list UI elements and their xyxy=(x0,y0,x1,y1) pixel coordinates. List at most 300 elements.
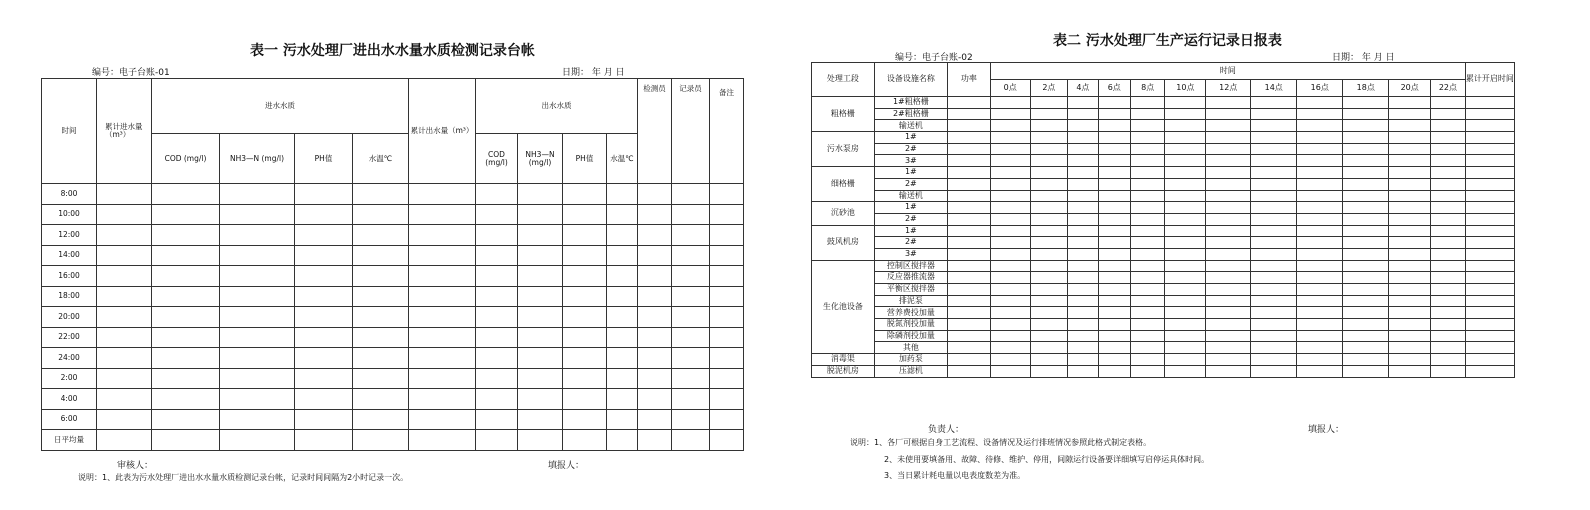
data-cell[interactable] xyxy=(1130,120,1165,132)
data-cell[interactable] xyxy=(1206,167,1251,179)
data-cell[interactable] xyxy=(1389,319,1431,331)
data-cell[interactable] xyxy=(1297,167,1343,179)
data-cell[interactable] xyxy=(1130,190,1165,202)
data-cell[interactable] xyxy=(152,245,220,266)
data-cell[interactable] xyxy=(947,97,990,109)
data-cell[interactable] xyxy=(710,204,744,225)
data-cell[interactable] xyxy=(563,286,607,307)
data-cell[interactable] xyxy=(97,225,152,246)
data-cell[interactable] xyxy=(1465,167,1514,179)
data-cell[interactable] xyxy=(1068,167,1098,179)
data-cell[interactable] xyxy=(1343,108,1389,120)
data-cell[interactable] xyxy=(947,284,990,296)
data-cell[interactable] xyxy=(1206,155,1251,167)
data-cell[interactable] xyxy=(1389,97,1431,109)
data-cell[interactable] xyxy=(1343,342,1389,354)
data-cell[interactable] xyxy=(1297,213,1343,225)
data-cell[interactable] xyxy=(1206,354,1251,366)
data-cell[interactable] xyxy=(295,245,353,266)
data-cell[interactable] xyxy=(1165,132,1206,144)
data-cell[interactable] xyxy=(97,184,152,205)
data-cell[interactable] xyxy=(1068,319,1098,331)
data-cell[interactable] xyxy=(672,430,710,451)
data-cell[interactable] xyxy=(295,348,353,369)
data-cell[interactable] xyxy=(1030,237,1068,249)
data-cell[interactable] xyxy=(1465,190,1514,202)
data-cell[interactable] xyxy=(1297,248,1343,260)
data-cell[interactable] xyxy=(1206,225,1251,237)
data-cell[interactable] xyxy=(409,348,476,369)
data-cell[interactable] xyxy=(1343,143,1389,155)
data-cell[interactable] xyxy=(1098,108,1130,120)
data-cell[interactable] xyxy=(97,389,152,410)
data-cell[interactable] xyxy=(638,286,672,307)
data-cell[interactable] xyxy=(1389,132,1431,144)
data-cell[interactable] xyxy=(607,368,638,389)
data-cell[interactable] xyxy=(1206,260,1251,272)
data-cell[interactable] xyxy=(1297,132,1343,144)
data-cell[interactable] xyxy=(1465,213,1514,225)
data-cell[interactable] xyxy=(1030,213,1068,225)
data-cell[interactable] xyxy=(97,266,152,287)
data-cell[interactable] xyxy=(152,348,220,369)
data-cell[interactable] xyxy=(476,307,518,328)
data-cell[interactable] xyxy=(1068,307,1098,319)
data-cell[interactable] xyxy=(97,409,152,430)
data-cell[interactable] xyxy=(1098,330,1130,342)
data-cell[interactable] xyxy=(409,368,476,389)
data-cell[interactable] xyxy=(1465,284,1514,296)
data-cell[interactable] xyxy=(1030,178,1068,190)
data-cell[interactable] xyxy=(1130,365,1165,377)
data-cell[interactable] xyxy=(1431,97,1466,109)
data-cell[interactable] xyxy=(1068,284,1098,296)
data-cell[interactable] xyxy=(476,368,518,389)
data-cell[interactable] xyxy=(1165,167,1206,179)
data-cell[interactable] xyxy=(409,266,476,287)
data-cell[interactable] xyxy=(1251,167,1297,179)
data-cell[interactable] xyxy=(990,307,1030,319)
data-cell[interactable] xyxy=(672,245,710,266)
data-cell[interactable] xyxy=(638,327,672,348)
data-cell[interactable] xyxy=(1030,108,1068,120)
data-cell[interactable] xyxy=(1030,248,1068,260)
data-cell[interactable] xyxy=(1098,143,1130,155)
data-cell[interactable] xyxy=(1343,295,1389,307)
data-cell[interactable] xyxy=(353,204,409,225)
data-cell[interactable] xyxy=(1251,132,1297,144)
data-cell[interactable] xyxy=(152,368,220,389)
data-cell[interactable] xyxy=(710,327,744,348)
data-cell[interactable] xyxy=(1165,213,1206,225)
data-cell[interactable] xyxy=(1343,272,1389,284)
data-cell[interactable] xyxy=(1068,342,1098,354)
data-cell[interactable] xyxy=(1431,260,1466,272)
data-cell[interactable] xyxy=(1389,330,1431,342)
data-cell[interactable] xyxy=(295,286,353,307)
data-cell[interactable] xyxy=(1130,295,1165,307)
data-cell[interactable] xyxy=(1098,178,1130,190)
data-cell[interactable] xyxy=(672,286,710,307)
data-cell[interactable] xyxy=(152,286,220,307)
data-cell[interactable] xyxy=(638,430,672,451)
data-cell[interactable] xyxy=(1297,272,1343,284)
data-cell[interactable] xyxy=(1465,260,1514,272)
data-cell[interactable] xyxy=(947,143,990,155)
data-cell[interactable] xyxy=(1130,143,1165,155)
data-cell[interactable] xyxy=(947,248,990,260)
data-cell[interactable] xyxy=(563,389,607,410)
data-cell[interactable] xyxy=(1130,319,1165,331)
data-cell[interactable] xyxy=(1297,190,1343,202)
data-cell[interactable] xyxy=(1068,132,1098,144)
data-cell[interactable] xyxy=(1431,342,1466,354)
data-cell[interactable] xyxy=(638,184,672,205)
data-cell[interactable] xyxy=(353,368,409,389)
data-cell[interactable] xyxy=(638,389,672,410)
data-cell[interactable] xyxy=(1297,143,1343,155)
data-cell[interactable] xyxy=(518,184,563,205)
data-cell[interactable] xyxy=(1431,143,1466,155)
data-cell[interactable] xyxy=(1165,97,1206,109)
data-cell[interactable] xyxy=(353,327,409,348)
data-cell[interactable] xyxy=(518,225,563,246)
data-cell[interactable] xyxy=(638,348,672,369)
data-cell[interactable] xyxy=(1030,120,1068,132)
data-cell[interactable] xyxy=(1165,354,1206,366)
data-cell[interactable] xyxy=(1098,248,1130,260)
data-cell[interactable] xyxy=(1431,108,1466,120)
data-cell[interactable] xyxy=(947,272,990,284)
data-cell[interactable] xyxy=(1465,319,1514,331)
data-cell[interactable] xyxy=(295,389,353,410)
data-cell[interactable] xyxy=(672,307,710,328)
data-cell[interactable] xyxy=(1098,190,1130,202)
data-cell[interactable] xyxy=(638,225,672,246)
data-cell[interactable] xyxy=(1465,237,1514,249)
data-cell[interactable] xyxy=(409,204,476,225)
data-cell[interactable] xyxy=(1465,225,1514,237)
data-cell[interactable] xyxy=(1465,178,1514,190)
data-cell[interactable] xyxy=(1389,155,1431,167)
data-cell[interactable] xyxy=(1389,248,1431,260)
data-cell[interactable] xyxy=(220,225,295,246)
data-cell[interactable] xyxy=(990,342,1030,354)
data-cell[interactable] xyxy=(97,204,152,225)
data-cell[interactable] xyxy=(518,245,563,266)
data-cell[interactable] xyxy=(353,245,409,266)
data-cell[interactable] xyxy=(710,225,744,246)
data-cell[interactable] xyxy=(947,178,990,190)
data-cell[interactable] xyxy=(1251,284,1297,296)
data-cell[interactable] xyxy=(672,204,710,225)
data-cell[interactable] xyxy=(1130,97,1165,109)
data-cell[interactable] xyxy=(476,204,518,225)
data-cell[interactable] xyxy=(1098,284,1130,296)
data-cell[interactable] xyxy=(1130,155,1165,167)
data-cell[interactable] xyxy=(97,245,152,266)
data-cell[interactable] xyxy=(1343,97,1389,109)
data-cell[interactable] xyxy=(607,286,638,307)
data-cell[interactable] xyxy=(1389,260,1431,272)
data-cell[interactable] xyxy=(1068,237,1098,249)
data-cell[interactable] xyxy=(1465,330,1514,342)
data-cell[interactable] xyxy=(1297,307,1343,319)
data-cell[interactable] xyxy=(1465,342,1514,354)
data-cell[interactable] xyxy=(220,307,295,328)
data-cell[interactable] xyxy=(518,409,563,430)
data-cell[interactable] xyxy=(1030,143,1068,155)
data-cell[interactable] xyxy=(518,266,563,287)
data-cell[interactable] xyxy=(1068,330,1098,342)
data-cell[interactable] xyxy=(295,225,353,246)
data-cell[interactable] xyxy=(476,327,518,348)
data-cell[interactable] xyxy=(1389,307,1431,319)
data-cell[interactable] xyxy=(1431,225,1466,237)
data-cell[interactable] xyxy=(1431,155,1466,167)
data-cell[interactable] xyxy=(1206,108,1251,120)
data-cell[interactable] xyxy=(1165,248,1206,260)
data-cell[interactable] xyxy=(1068,190,1098,202)
data-cell[interactable] xyxy=(1206,319,1251,331)
data-cell[interactable] xyxy=(672,266,710,287)
data-cell[interactable] xyxy=(1206,178,1251,190)
data-cell[interactable] xyxy=(1389,213,1431,225)
data-cell[interactable] xyxy=(990,225,1030,237)
data-cell[interactable] xyxy=(1098,272,1130,284)
data-cell[interactable] xyxy=(220,389,295,410)
data-cell[interactable] xyxy=(990,354,1030,366)
data-cell[interactable] xyxy=(990,120,1030,132)
data-cell[interactable] xyxy=(1251,319,1297,331)
data-cell[interactable] xyxy=(1251,307,1297,319)
data-cell[interactable] xyxy=(97,430,152,451)
data-cell[interactable] xyxy=(1251,295,1297,307)
data-cell[interactable] xyxy=(1431,295,1466,307)
data-cell[interactable] xyxy=(1030,365,1068,377)
data-cell[interactable] xyxy=(1251,120,1297,132)
data-cell[interactable] xyxy=(607,409,638,430)
data-cell[interactable] xyxy=(1389,190,1431,202)
data-cell[interactable] xyxy=(990,284,1030,296)
data-cell[interactable] xyxy=(607,245,638,266)
data-cell[interactable] xyxy=(607,348,638,369)
data-cell[interactable] xyxy=(1431,178,1466,190)
data-cell[interactable] xyxy=(152,389,220,410)
data-cell[interactable] xyxy=(1030,307,1068,319)
data-cell[interactable] xyxy=(1030,155,1068,167)
data-cell[interactable] xyxy=(672,184,710,205)
data-cell[interactable] xyxy=(476,225,518,246)
data-cell[interactable] xyxy=(1030,260,1068,272)
data-cell[interactable] xyxy=(1165,295,1206,307)
data-cell[interactable] xyxy=(1165,342,1206,354)
data-cell[interactable] xyxy=(990,319,1030,331)
data-cell[interactable] xyxy=(1130,284,1165,296)
data-cell[interactable] xyxy=(97,348,152,369)
data-cell[interactable] xyxy=(1431,354,1466,366)
data-cell[interactable] xyxy=(1206,365,1251,377)
data-cell[interactable] xyxy=(638,204,672,225)
data-cell[interactable] xyxy=(518,368,563,389)
data-cell[interactable] xyxy=(1343,167,1389,179)
data-cell[interactable] xyxy=(1431,132,1466,144)
data-cell[interactable] xyxy=(607,327,638,348)
data-cell[interactable] xyxy=(1431,120,1466,132)
data-cell[interactable] xyxy=(220,245,295,266)
data-cell[interactable] xyxy=(295,307,353,328)
data-cell[interactable] xyxy=(1251,248,1297,260)
data-cell[interactable] xyxy=(1130,330,1165,342)
data-cell[interactable] xyxy=(607,266,638,287)
data-cell[interactable] xyxy=(638,307,672,328)
data-cell[interactable] xyxy=(295,327,353,348)
data-cell[interactable] xyxy=(152,327,220,348)
data-cell[interactable] xyxy=(1206,190,1251,202)
data-cell[interactable] xyxy=(353,389,409,410)
data-cell[interactable] xyxy=(1098,202,1130,214)
data-cell[interactable] xyxy=(1098,365,1130,377)
data-cell[interactable] xyxy=(97,286,152,307)
data-cell[interactable] xyxy=(1297,342,1343,354)
data-cell[interactable] xyxy=(1098,155,1130,167)
data-cell[interactable] xyxy=(476,245,518,266)
data-cell[interactable] xyxy=(947,225,990,237)
data-cell[interactable] xyxy=(1068,108,1098,120)
data-cell[interactable] xyxy=(710,348,744,369)
data-cell[interactable] xyxy=(1251,213,1297,225)
data-cell[interactable] xyxy=(295,184,353,205)
data-cell[interactable] xyxy=(353,225,409,246)
data-cell[interactable] xyxy=(476,409,518,430)
data-cell[interactable] xyxy=(1465,132,1514,144)
data-cell[interactable] xyxy=(710,184,744,205)
data-cell[interactable] xyxy=(1251,190,1297,202)
data-cell[interactable] xyxy=(1098,260,1130,272)
data-cell[interactable] xyxy=(990,248,1030,260)
data-cell[interactable] xyxy=(710,266,744,287)
data-cell[interactable] xyxy=(220,184,295,205)
data-cell[interactable] xyxy=(990,178,1030,190)
data-cell[interactable] xyxy=(947,108,990,120)
data-cell[interactable] xyxy=(710,307,744,328)
data-cell[interactable] xyxy=(1206,248,1251,260)
data-cell[interactable] xyxy=(1206,342,1251,354)
data-cell[interactable] xyxy=(476,266,518,287)
data-cell[interactable] xyxy=(152,266,220,287)
data-cell[interactable] xyxy=(710,245,744,266)
data-cell[interactable] xyxy=(563,184,607,205)
data-cell[interactable] xyxy=(710,430,744,451)
data-cell[interactable] xyxy=(563,307,607,328)
data-cell[interactable] xyxy=(1343,354,1389,366)
data-cell[interactable] xyxy=(1030,330,1068,342)
data-cell[interactable] xyxy=(1030,295,1068,307)
data-cell[interactable] xyxy=(947,155,990,167)
data-cell[interactable] xyxy=(947,190,990,202)
data-cell[interactable] xyxy=(947,120,990,132)
data-cell[interactable] xyxy=(990,365,1030,377)
data-cell[interactable] xyxy=(990,190,1030,202)
data-cell[interactable] xyxy=(672,409,710,430)
data-cell[interactable] xyxy=(1431,319,1466,331)
data-cell[interactable] xyxy=(295,430,353,451)
data-cell[interactable] xyxy=(1206,307,1251,319)
data-cell[interactable] xyxy=(1130,132,1165,144)
data-cell[interactable] xyxy=(1431,307,1466,319)
data-cell[interactable] xyxy=(1165,190,1206,202)
data-cell[interactable] xyxy=(220,409,295,430)
data-cell[interactable] xyxy=(1206,132,1251,144)
data-cell[interactable] xyxy=(1465,365,1514,377)
data-cell[interactable] xyxy=(518,204,563,225)
data-cell[interactable] xyxy=(1251,260,1297,272)
data-cell[interactable] xyxy=(990,202,1030,214)
data-cell[interactable] xyxy=(1431,190,1466,202)
data-cell[interactable] xyxy=(1297,120,1343,132)
data-cell[interactable] xyxy=(563,348,607,369)
data-cell[interactable] xyxy=(1431,202,1466,214)
data-cell[interactable] xyxy=(1165,284,1206,296)
data-cell[interactable] xyxy=(1343,178,1389,190)
data-cell[interactable] xyxy=(1165,319,1206,331)
data-cell[interactable] xyxy=(1343,307,1389,319)
data-cell[interactable] xyxy=(1389,178,1431,190)
data-cell[interactable] xyxy=(1098,354,1130,366)
data-cell[interactable] xyxy=(1343,202,1389,214)
data-cell[interactable] xyxy=(672,368,710,389)
data-cell[interactable] xyxy=(1251,143,1297,155)
data-cell[interactable] xyxy=(1098,319,1130,331)
data-cell[interactable] xyxy=(409,286,476,307)
data-cell[interactable] xyxy=(1297,330,1343,342)
data-cell[interactable] xyxy=(1030,284,1068,296)
data-cell[interactable] xyxy=(1465,143,1514,155)
data-cell[interactable] xyxy=(1389,108,1431,120)
data-cell[interactable] xyxy=(1130,108,1165,120)
data-cell[interactable] xyxy=(1098,307,1130,319)
data-cell[interactable] xyxy=(947,342,990,354)
data-cell[interactable] xyxy=(1068,225,1098,237)
data-cell[interactable] xyxy=(1297,260,1343,272)
data-cell[interactable] xyxy=(1068,155,1098,167)
data-cell[interactable] xyxy=(638,245,672,266)
data-cell[interactable] xyxy=(220,430,295,451)
data-cell[interactable] xyxy=(295,266,353,287)
data-cell[interactable] xyxy=(1251,330,1297,342)
data-cell[interactable] xyxy=(710,286,744,307)
data-cell[interactable] xyxy=(1297,225,1343,237)
data-cell[interactable] xyxy=(1389,167,1431,179)
data-cell[interactable] xyxy=(710,389,744,410)
data-cell[interactable] xyxy=(1068,120,1098,132)
data-cell[interactable] xyxy=(1098,97,1130,109)
data-cell[interactable] xyxy=(409,245,476,266)
data-cell[interactable] xyxy=(947,202,990,214)
data-cell[interactable] xyxy=(672,348,710,369)
data-cell[interactable] xyxy=(1130,225,1165,237)
data-cell[interactable] xyxy=(607,184,638,205)
data-cell[interactable] xyxy=(353,266,409,287)
data-cell[interactable] xyxy=(1030,225,1068,237)
data-cell[interactable] xyxy=(1206,202,1251,214)
data-cell[interactable] xyxy=(1431,284,1466,296)
data-cell[interactable] xyxy=(1343,132,1389,144)
data-cell[interactable] xyxy=(990,237,1030,249)
data-cell[interactable] xyxy=(1165,260,1206,272)
data-cell[interactable] xyxy=(353,307,409,328)
data-cell[interactable] xyxy=(353,348,409,369)
